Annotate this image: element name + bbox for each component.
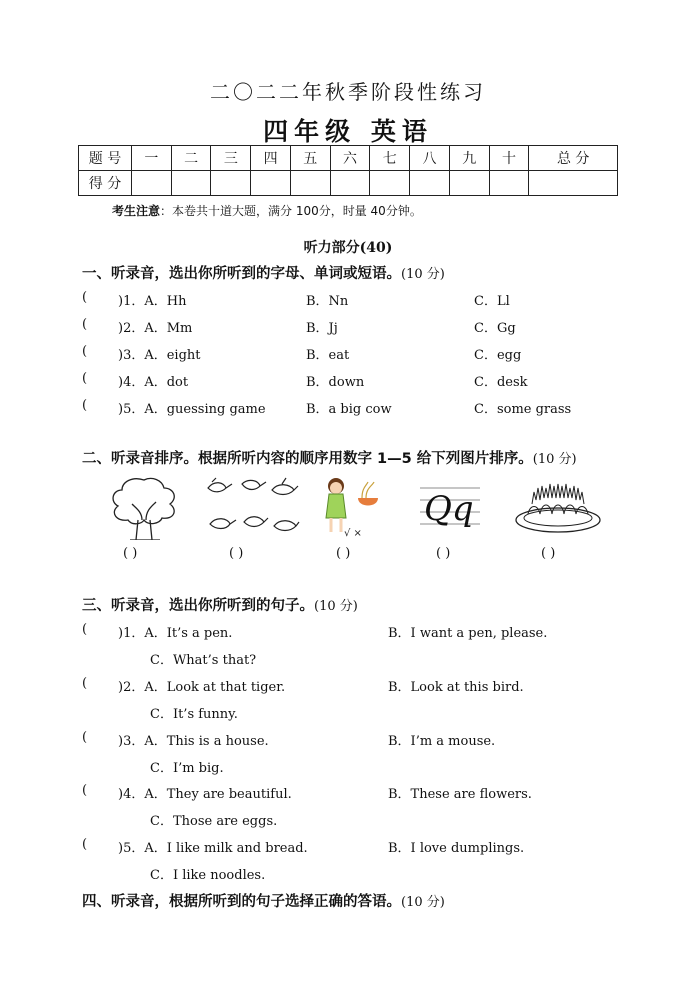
score-cell[interactable] [330, 171, 370, 196]
s1-question-5 [82, 398, 602, 416]
score-header-cell: 八 [410, 146, 450, 171]
score-row-label: 得 分 [79, 171, 132, 196]
s1-question-2 [82, 317, 602, 335]
option-c: C．egg [474, 348, 522, 363]
question-stem: )3．A．This is a house. [118, 734, 269, 749]
score-table-score-row [79, 171, 618, 196]
s1-question-3 [82, 344, 602, 362]
tick-marks-text: √ × [344, 528, 362, 539]
score-header-cell: 六 [330, 146, 370, 171]
score-cell[interactable] [410, 171, 450, 196]
option-b: B．Jj [306, 321, 338, 336]
score-header-cell: 题 号 [79, 146, 132, 171]
section-1-points: (10 分) [401, 267, 445, 282]
section-1-title-text: 一、听录音，选出你所听到的字母、单词或短语。 [82, 266, 401, 282]
letter-qq-picture [420, 474, 480, 540]
score-header-cell: 一 [132, 146, 172, 171]
score-cell[interactable] [370, 171, 410, 196]
s1-question-4 [82, 371, 602, 389]
question-stem: )5．A．guessing game [118, 402, 266, 417]
score-header-cell: 总 分 [529, 146, 618, 171]
s3-question-1 [82, 622, 602, 640]
answer-blank[interactable]: ( [82, 290, 88, 305]
section-2-title-text: 二、听录音排序。根据所听内容的顺序用数字 1—5 给下列图片排序。 [82, 451, 533, 467]
score-header-cell: 十 [489, 146, 529, 171]
option-b: B．eat [306, 348, 350, 363]
option-b: B．Nn [306, 294, 349, 309]
score-header-cell: 七 [370, 146, 410, 171]
birds-picture [202, 474, 300, 538]
s3-question-2 [82, 676, 602, 694]
order-blank-1[interactable]: ( ) [123, 546, 138, 561]
order-blank-5[interactable]: ( ) [541, 546, 556, 561]
answer-blank[interactable]: ( [82, 783, 88, 798]
score-cell[interactable] [529, 171, 618, 196]
option-c: C．It’s funny. [150, 707, 238, 722]
option-b: B．These are flowers. [388, 787, 532, 802]
section-2-points: (10 分) [532, 452, 577, 467]
notice-label: 考生注意 [112, 204, 161, 218]
s3-question-3 [82, 730, 602, 748]
score-cell[interactable] [290, 171, 330, 196]
letter-qq-text: Qq [424, 489, 474, 529]
answer-blank[interactable]: ( [82, 622, 88, 637]
section-2-title [82, 447, 577, 468]
score-header-cell: 四 [251, 146, 291, 171]
exam-subtitle: 四年级 英语 [263, 117, 433, 146]
score-cell[interactable] [449, 171, 489, 196]
section-3-title [82, 594, 358, 615]
option-b: B．down [306, 375, 365, 390]
section-1-title [82, 262, 445, 283]
section-4-title-text: 四、听录音，根据所听到的句子选择正确的答语。 [82, 894, 401, 910]
option-c: C．Those are eggs. [150, 814, 278, 829]
notice-text: ：本卷共十道大题，满分 100分，时量 40分钟。 [160, 204, 422, 218]
score-cell[interactable] [132, 171, 172, 196]
option-c: C．I like noodles. [150, 868, 266, 883]
option-c: C．What’s that? [150, 653, 257, 668]
order-blank-4[interactable]: ( ) [436, 546, 451, 561]
option-b: B．I’m a mouse. [388, 734, 496, 749]
score-header-cell: 九 [449, 146, 489, 171]
option-c: C．Ll [474, 294, 510, 309]
s3-question-4 [82, 783, 602, 801]
answer-blank[interactable]: ( [82, 317, 88, 332]
tree-picture [106, 474, 182, 540]
score-table-header-row [79, 146, 618, 171]
answer-blank[interactable]: ( [82, 676, 88, 691]
exam-title: 二〇二二年秋季阶段性练习 [210, 80, 486, 104]
dumplings-picture [512, 474, 604, 540]
option-c: C．I’m big. [150, 761, 224, 776]
section-4-title [82, 890, 445, 911]
option-c: C．desk [474, 375, 528, 390]
question-stem: )2．A．Look at that tiger. [118, 680, 286, 695]
exam-notice [112, 202, 422, 219]
answer-blank[interactable]: ( [82, 344, 88, 359]
option-c: C．Gg [474, 321, 516, 336]
listening-part-title: 听力部分(40) [303, 240, 393, 256]
score-header-cell: 五 [290, 146, 330, 171]
section-3-points: (10 分) [314, 599, 358, 614]
s1-question-1 [82, 290, 602, 308]
answer-blank[interactable]: ( [82, 371, 88, 386]
answer-blank[interactable]: ( [82, 837, 88, 852]
score-cell[interactable] [211, 171, 251, 196]
question-stem: )1．A．It’s a pen. [118, 626, 233, 641]
answer-blank[interactable]: ( [82, 398, 88, 413]
answer-blank[interactable]: ( [82, 730, 88, 745]
order-blank-2[interactable]: ( ) [229, 546, 244, 561]
score-header-cell: 三 [211, 146, 251, 171]
s3-question-5 [82, 837, 602, 855]
question-stem: )4．A．They are beautiful. [118, 787, 292, 802]
question-stem: )5．A．I like milk and bread. [118, 841, 308, 856]
score-table [78, 145, 618, 196]
score-cell[interactable] [251, 171, 291, 196]
option-b: B．I love dumplings. [388, 841, 525, 856]
question-stem: )4．A．dot [118, 375, 189, 390]
option-c: C．some grass [474, 402, 572, 417]
order-blank-3[interactable]: ( ) [336, 546, 351, 561]
section-3-title-text: 三、听录音，选出你所听到的句子。 [82, 598, 314, 614]
score-cell[interactable] [489, 171, 529, 196]
score-cell[interactable] [171, 171, 211, 196]
score-header-cell: 二 [171, 146, 211, 171]
option-b: B．Look at this bird. [388, 680, 524, 695]
question-stem: )2．A．Mm [118, 321, 193, 336]
option-b: B．I want a pen, please. [388, 626, 548, 641]
question-stem: )1．A．Hh [118, 294, 187, 309]
question-stem: )3．A．eight [118, 348, 201, 363]
section-4-points: (10 分) [401, 895, 445, 910]
option-b: B．a big cow [306, 402, 392, 417]
girl-noodles-picture [322, 474, 386, 540]
